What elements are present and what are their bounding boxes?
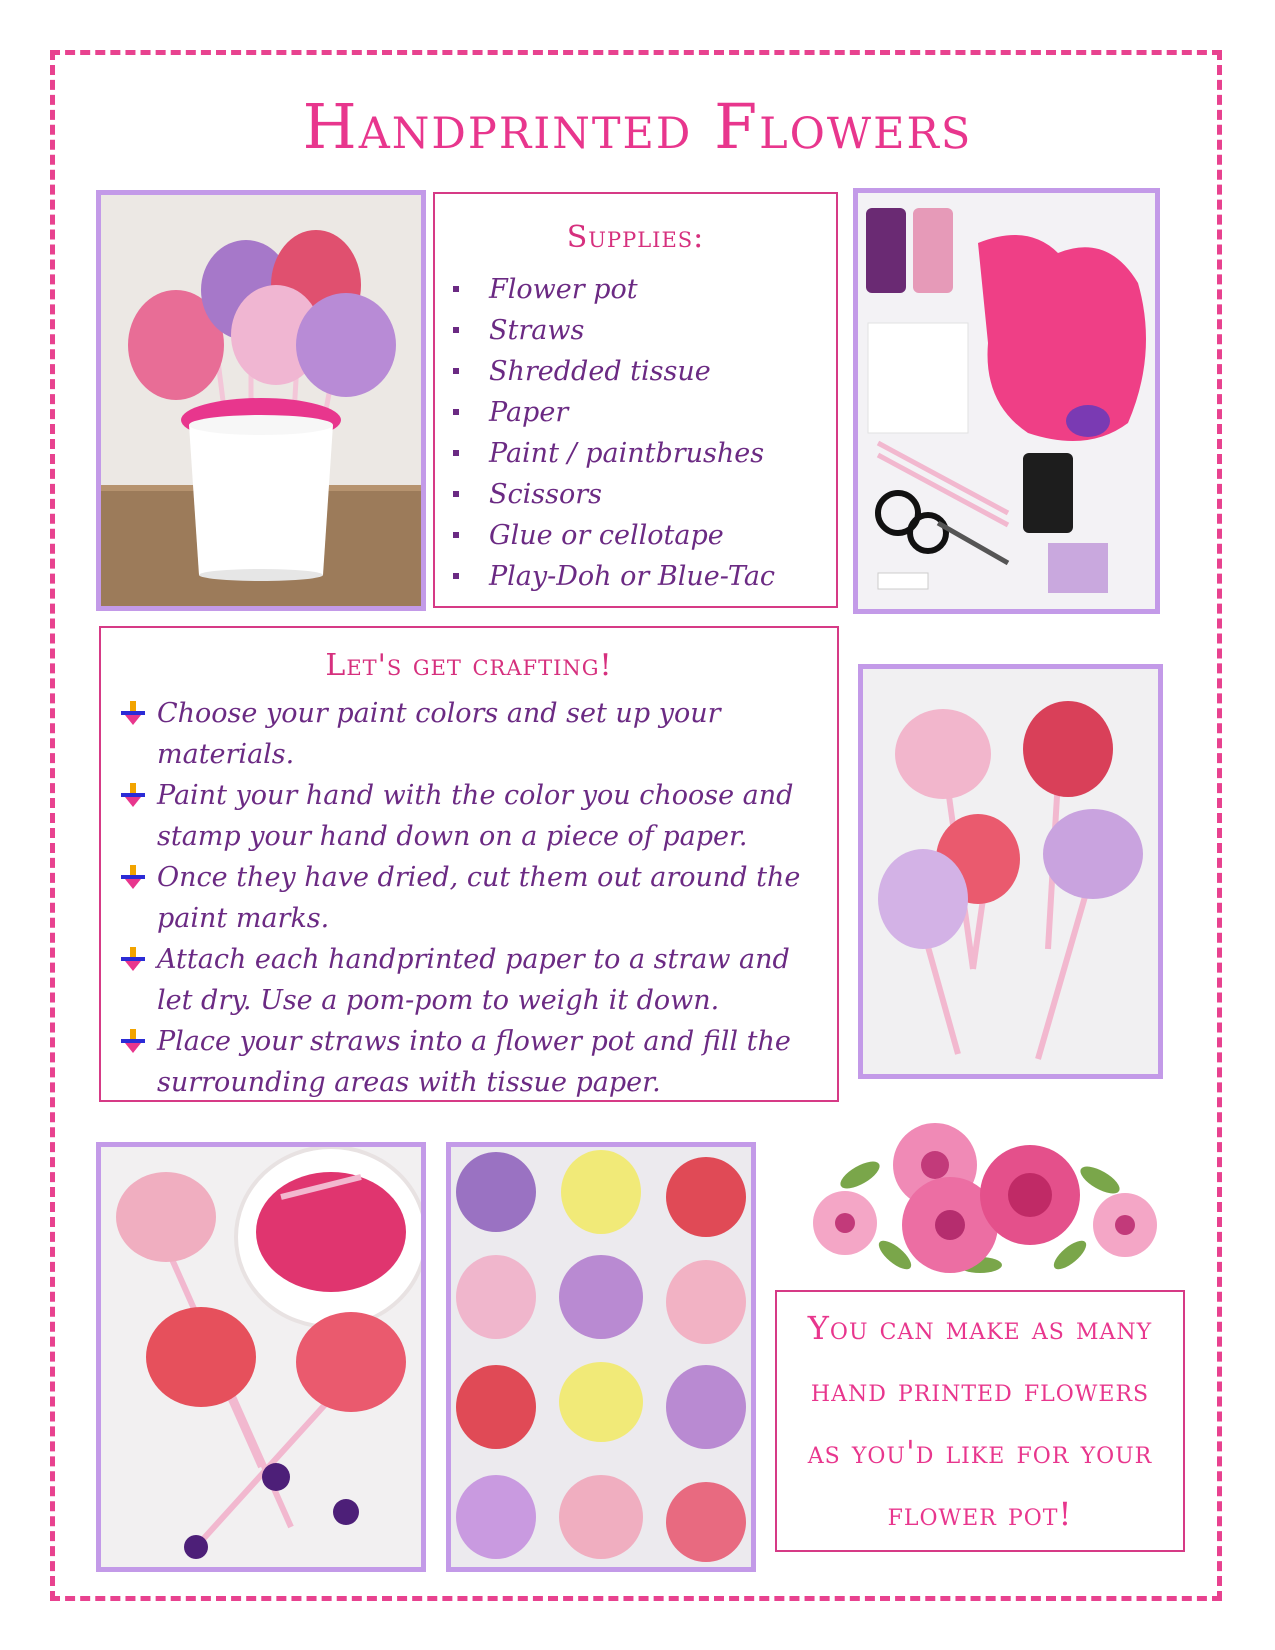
flower-decoration (800, 1105, 1170, 1280)
step-text: Attach each handprinted paper to a straw and let dry. Use a pom-pom to weigh it down. (157, 944, 790, 1016)
supply-label: Paper (489, 397, 569, 428)
bullet-icon (453, 450, 459, 456)
bullet-icon (453, 409, 459, 415)
bullet-icon (453, 573, 459, 579)
supply-label: Paint / paintbrushes (489, 438, 765, 469)
steps-list (101, 693, 837, 1103)
arrow-bullet-icon (119, 863, 147, 891)
bullet-icon (453, 327, 459, 333)
photo-supplies (853, 188, 1160, 614)
bullet-icon (453, 368, 459, 374)
list-item (453, 269, 836, 310)
crafting-heading: Let's get crafting! (325, 648, 613, 683)
list-item (453, 515, 836, 556)
supplies-list (435, 269, 836, 597)
supplies-box (433, 192, 838, 608)
note-text: You can make as many hand printed flowers as you'd like for your flower pot! (807, 1309, 1153, 1533)
step-text: Place your straws into a flower pot and fill the surrounding areas with tissue paper. (157, 1026, 791, 1098)
supplies-heading: Supplies: (566, 220, 705, 255)
photo-finished-pot (96, 190, 426, 611)
page-title: Handprinted Flowers (302, 90, 973, 163)
step-text: Paint your hand with the color you choose and stamp your hand down on a piece of paper. (157, 780, 794, 852)
bullet-icon (453, 286, 459, 292)
list-item (453, 433, 836, 474)
list-item (453, 556, 836, 597)
supply-label: Shredded tissue (489, 356, 711, 387)
bullet-icon (453, 532, 459, 538)
list-item (453, 310, 836, 351)
list-item (453, 474, 836, 515)
note-box (775, 1290, 1185, 1552)
supply-label: Play-Doh or Blue-Tac (489, 561, 776, 592)
supply-label: Scissors (489, 479, 602, 510)
step-text: Once they have dried, cut them out around the paint marks. (157, 862, 801, 934)
arrow-bullet-icon (119, 1027, 147, 1055)
arrow-bullet-icon (119, 945, 147, 973)
list-item (115, 775, 837, 857)
photo-handprints-pot (96, 1142, 426, 1572)
list-item (453, 392, 836, 433)
bullet-icon (453, 491, 459, 497)
list-item (453, 351, 836, 392)
list-item (115, 693, 837, 775)
list-item (115, 939, 837, 1021)
supply-label: Glue or cellotape (489, 520, 724, 551)
supply-label: Flower pot (489, 274, 638, 305)
crafting-box (99, 626, 839, 1102)
arrow-bullet-icon (119, 699, 147, 727)
photo-handprints-straws (858, 664, 1163, 1079)
step-text: Choose your paint colors and set up your materials. (157, 698, 721, 770)
arrow-bullet-icon (119, 781, 147, 809)
photo-handprints-grid (446, 1142, 756, 1572)
supply-label: Straws (489, 315, 585, 346)
list-item (115, 857, 837, 939)
list-item (115, 1021, 837, 1103)
